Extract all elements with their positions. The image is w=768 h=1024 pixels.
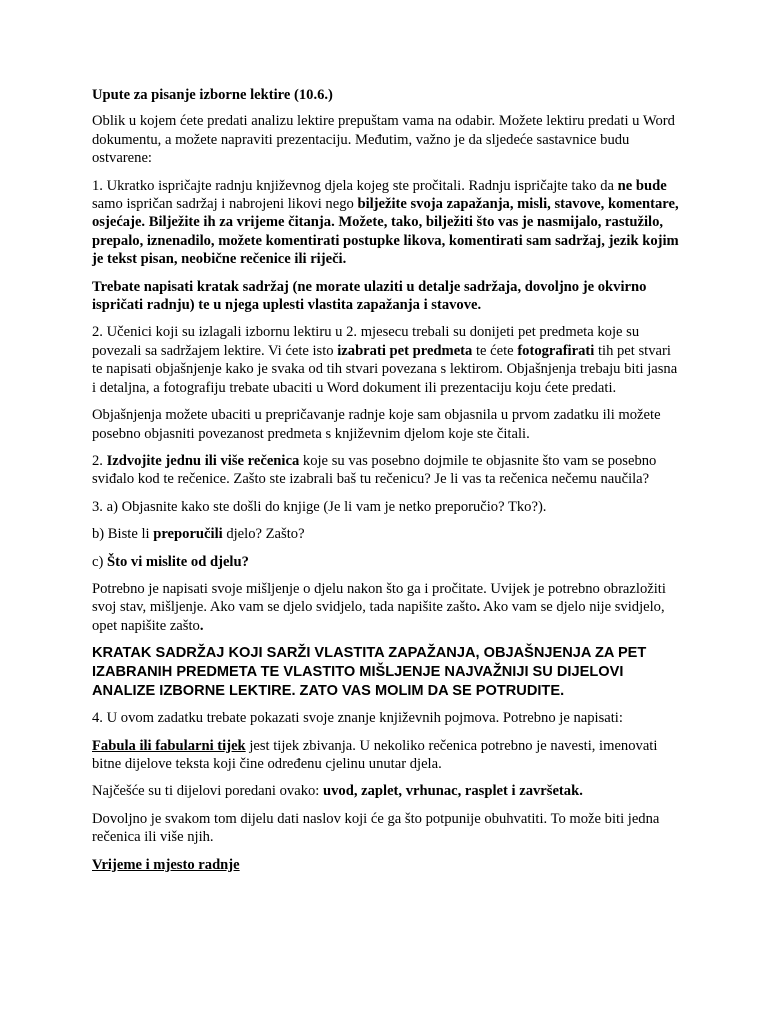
- opinion-paragraph: [92, 580, 684, 635]
- intro-paragraph: Oblik u kojem ćete predati analizu lektire prepuštam vama na odabir. Možete lektiru predati u Word dokumentu, a možete napraviti prezentaciju. Međutim, važno je da sljedeće sastavnice budu ostvarene:: [92, 113, 675, 167]
- bold-text: izabrati pet predmeta: [337, 342, 473, 359]
- bold-text: Trebate napisati kratak sadržaj (ne morate ulaziti u detalje sadržaja, dovoljno je okvirno ispričati radnju) te u njega uplesti vlastita zapažanja i stavove.: [92, 278, 647, 314]
- bold-text: .: [199, 617, 204, 634]
- parts-paragraph: [92, 782, 684, 800]
- text: djelo? Zašto?: [222, 526, 305, 543]
- text: Najčešće su ti dijelovi poredani ovako:: [92, 783, 323, 800]
- document-title: Upute za pisanje izborne lektire (10.6.): [92, 87, 333, 103]
- text: samo ispričan sadržaj i nabrojeni likovi nego: [92, 196, 358, 213]
- text: 2. Učenici koji su izlagali izbornu lektiru u 2. mjesecu trebali su donijeti pet predmeta koje su povezali sa sadržajem lektire. Vi ćete isto: [92, 324, 640, 359]
- underlined-text: Vrijeme i mjesto radnje: [92, 856, 240, 873]
- bold-text: [92, 738, 246, 754]
- bold-text: bilježite svoja zapažanja, misli, stavove, komentare, osjećaje. Bilježite ih za vrijeme čitanja. Možete, tako, bilježiti što vas je nasmijalo, rastužilo, prepalo, iznenadilo, možete komentirati postupke likova, komentirati sam sadržaj, jezik kojim je tekst pisan, neobične rečenice ili riječi.: [92, 196, 679, 268]
- bold-text: fotografirati: [517, 342, 595, 359]
- text: 1. Ukratko ispričajte radnju književnog djela kojeg ste pročitali. Radnju ispričajte tako da: [92, 177, 618, 194]
- text: jest tijek zbivanja. U nekoliko rečenica potrebno je navesti, imenovati bitne dijelove teksta koji čine određenu cjelinu unutar djela.: [92, 737, 658, 772]
- text: c): [92, 553, 107, 570]
- bold-text: .: [476, 599, 481, 616]
- text: tih pet stvari te napisati objašnjenje kako je svaka od tih stvari povezana s lektirom. Objašnjenja trebaju biti jasna i detaljna, a fotografiju trebate ubaciti u Word dokument ili prezentaciju koju ćete predati.: [92, 342, 678, 396]
- task-3c-paragraph: [92, 553, 684, 571]
- underlined-text: Fabula ili fabularni tijek: [92, 737, 246, 754]
- titles-paragraph: Dovoljno je svakom tom dijelu dati naslov koji će ga što potpunije obuhvatiti. To može biti jedna rečenica ili više njih.: [92, 810, 660, 846]
- bold-text: [92, 857, 240, 873]
- text: 2.: [92, 452, 107, 469]
- task-1-paragraph: [92, 177, 684, 269]
- emphasis-heading: KRATAK SADRŽAJ KOJI SARŽI VLASTITA ZAPAŽANJA, OBJAŠNJENJA ZA PET IZABRANIH PREDMETA TE VLASTITO MIŠLJENJE NAJVAŽNIJI SU DIJELOVI ANALIZE IZBORNE LEKTIRE. ZATO VAS MOLIM DA SE POTRUDITE.: [92, 645, 647, 700]
- task-4-paragraph: 4. U ovom zadatku trebate pokazati svoje znanje književnih pojmova. Potrebno je napisati:: [92, 710, 623, 727]
- fabula-paragraph: [92, 737, 684, 774]
- summary-instruction: [92, 278, 684, 315]
- text: te ćete: [472, 342, 518, 359]
- bold-text: Izdvojite jednu ili više rečenica: [106, 452, 300, 469]
- sentence-task-paragraph: [92, 452, 684, 489]
- explanation-paragraph: Objašnjenja možete ubaciti u prepričavanje radnje koje sam objasnila u prvom zadatku ili možete posebno objasniti povezanost predmeta s književnim djelom koje ste čitali.: [92, 407, 661, 442]
- bold-text: uvod, zaplet, vrhunac, rasplet i završetak.: [323, 783, 583, 800]
- bold-text: Što vi mislite od djelu?: [107, 553, 249, 570]
- task-3b-paragraph: [92, 525, 684, 543]
- text: Potrebno je napisati svoje mišljenje o djelu nakon što ga i pročitate. Uvijek je potrebno obrazložiti svoj stav, mišljenje. Ako vam se djelo svidjelo, tada napišite zašto: [92, 580, 666, 616]
- text: b) Biste li: [92, 526, 154, 543]
- bold-text: preporučili: [153, 526, 223, 543]
- bold-text: ne bude: [617, 177, 667, 194]
- text: Ako vam se djelo nije svidjelo, opet napišite zašto: [92, 599, 665, 634]
- task-2-paragraph: [92, 323, 684, 397]
- document-page: [92, 86, 684, 883]
- task-3a-paragraph: 3. a) Objasnite kako ste došli do knjige (Je li vam je netko preporučio? Tko?).: [92, 498, 547, 515]
- time-place-heading: [92, 856, 684, 874]
- text: koje su vas posebno dojmile te objasnite što vam se posebno sviđalo kod te rečenice. Zašto ste izabrali baš tu rečenicu? Je li vas ta rečenica nečemu naučila?: [92, 452, 657, 488]
